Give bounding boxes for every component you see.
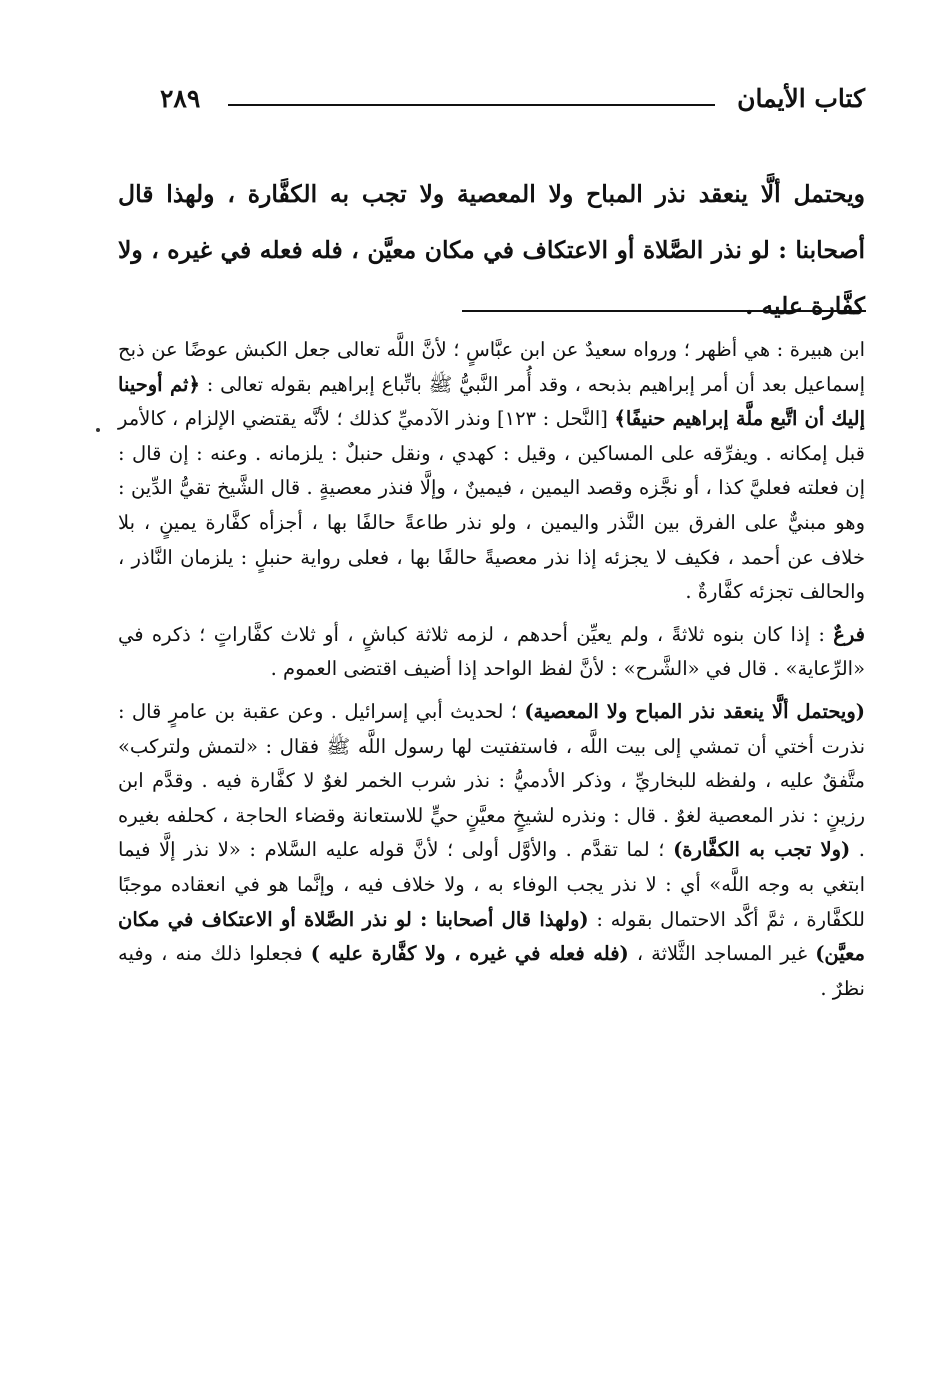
- scan-speck: [96, 428, 100, 432]
- quran-quote: ﴿ثم أوحينا إليك أن اتَّبع ملَّة إبراهيم حنيفًا﴾: [118, 372, 866, 431]
- commentary-paragraph-1: [118, 333, 865, 610]
- header-rule: [228, 104, 715, 106]
- running-header: [160, 84, 865, 124]
- text-run: فجعلوا ذلك منه ، وفيه نظرٌ .: [118, 942, 865, 1000]
- text-run: ؛ لما تقدَّم . والأوَّل أولى ؛ لأنَّ قوله عليه السَّلام : «لا نذر إلَّا فيما ابتغي به وجه اللَّه» أي : لا نذر يجب الوفاء به ، ولا خلاف فيه ، وإنَّما هو في انعقاده موجبًا للكفَّارة ، ثمَّ أكَّد الاحتمال بقوله :: [118, 838, 865, 931]
- text-run: : إذا كان بنوه ثلاثةً ، ولم يعيِّن أحدهم ، لزمه ثلاثة كباشٍ ، أو ثلاث كفَّاراتٍ ؛ ذكره في «الرِّعاية» . قال في «الشَّرح» : لأنَّ لفظ الواحد إذا أضيف اقتضى العموم .: [118, 622, 865, 681]
- text-run: غير المساجد الثَّلاثة ،: [628, 942, 816, 966]
- commentary-paragraph-3: [118, 695, 865, 1006]
- chapter-title: كتاب الأيمان: [737, 84, 865, 113]
- text-run: [النَّحل : ١٢٣] ونذر الآدميِّ كذلك ؛ لأنَّه يقتضي الإلزام ، كالأمر قبل إمكانه . ويفرِّقه على المساكين ، وقيل : كهدي ، ونقل حنبلٌ : يلزمانه . وعنه : إن قال : إن فعلته فعليَّ كذا ، أو نجَّزه وقصد اليمين ، فيمينٌ ، وإلَّا فنذر معصيةٍ . قال الشَّيخ تقيُّ الدِّين : وهو مبنيٌّ على الفرق بين النَّذر واليمين ، ولو نذر طاعةً حالفًا بها ، أجزأه كفَّارة يمينٍ ، بلا خلاف عن أحمد ، فكيف لا يجزئه إذا نذر معصيةً حالفًا بها ، فعلى رواية حنبلٍ : يلزمان النَّاذر ، والحالف تجزئه كفَّارةٌ .: [118, 407, 865, 604]
- matn-quote: (فله فعله في غيره ، ولا كفَّارة عليه ): [310, 942, 629, 966]
- text-run: ابن هبيرة : هي أظهر ؛ ورواه سعيدٌ عن ابن عبَّاسٍ ؛ لأنَّ اللَّه تعالى جعل الكبش عوضًا عن ذبح إسماعيل بعد أن أمر إبراهيم بذبحه ، وقد أُمر النَّبيُّ ﷺ باتِّباع إبراهيم بقوله تعالى :: [118, 338, 866, 396]
- matn-quote: (ويحتمل ألَّا ينعقد نذر المباح ولا المعصية): [524, 699, 865, 723]
- page-number: ٢٨٩: [160, 84, 201, 113]
- separator-line: [462, 310, 866, 312]
- matn-quote: (ولا تجب به الكفَّارة): [673, 838, 851, 862]
- matn-quote: (ولهذا قال أصحابنا : لو نذر الصَّلاة أو الاعتكاف في مكان معيَّن): [118, 907, 865, 966]
- main-text: ويحتمل ألَّا ينعقد نذر المباح ولا المعصية ولا تجب به الكفَّارة ، ولهذا قال أصحابنا : لو نذر الصَّلاة أو الاعتكاف في مكان معيَّن ، فله فعله في غيره ، ولا كفَّارة عليه .: [118, 180, 865, 320]
- section-heading: فرعٌ: [833, 622, 865, 646]
- commentary-paragraph-2: [118, 618, 865, 687]
- text-run: ؛ لحديث أبي إسرائيل . وعن عقبة بن عامرٍ قال : نذرت أختي أن تمشي إلى بيت اللَّه ، فاستفتيت لها رسول اللَّه ﷺ فقال : «لتمش ولتركب» متَّفقٌ عليه ، ولفظه للبخاريِّ ، وذكر الأدميُّ : نذر شرب الخمر لغوٌ لا كفَّارة فيه . وقدَّم ابن رزينٍ : نذر المعصية لغوٌ . قال : ونذره لشيخٍ معيَّنٍ حيٍّ للاستعانة وقضاء الحاجة ، كحلفه بغيره .: [118, 699, 866, 862]
- commentary: [118, 333, 865, 1014]
